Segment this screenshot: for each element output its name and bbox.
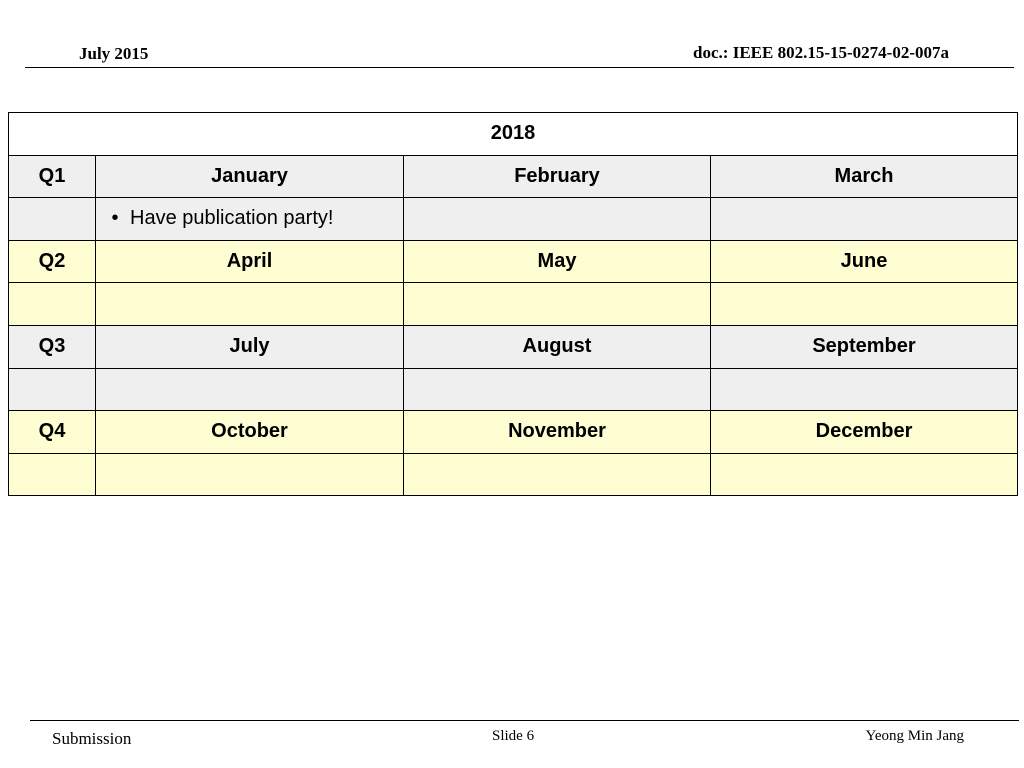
notes-spacer-cell (9, 453, 96, 496)
note-cell (404, 198, 711, 241)
note-text: Have publication party! (130, 207, 334, 230)
slide-number: Slide 6 (492, 728, 535, 744)
note-cell (711, 198, 1018, 241)
notes-row (9, 198, 1018, 241)
notes-row (9, 453, 1018, 496)
note-cell (404, 283, 711, 326)
notes-spacer-cell (9, 368, 96, 411)
note-cell (404, 453, 711, 496)
month-header: June (711, 240, 1018, 283)
quarter-label: Q2 (9, 240, 96, 283)
month-header: March (711, 155, 1018, 198)
quarter-label: Q4 (9, 411, 96, 454)
quarter-label: Q3 (9, 325, 96, 368)
note-cell (96, 198, 404, 241)
note-cell (711, 453, 1018, 496)
note-cell (711, 368, 1018, 411)
quarter-row (9, 325, 1018, 368)
month-header: February (404, 155, 711, 198)
bullet-icon: • (111, 207, 119, 230)
month-header: October (96, 411, 404, 454)
month-header: September (711, 325, 1018, 368)
quarter-label: Q1 (9, 155, 96, 198)
note-cell (404, 368, 711, 411)
note-cell (711, 283, 1018, 326)
header-divider (25, 67, 1014, 68)
note-cell (96, 453, 404, 496)
notes-row (9, 368, 1018, 411)
document-id: doc.: IEEE 802.15-15-0274-02-007a (693, 43, 949, 62)
quarter-row (9, 411, 1018, 454)
footer-divider (30, 720, 1019, 721)
footer-submission: Submission (52, 729, 132, 748)
quarter-row (9, 155, 1018, 198)
month-header: November (404, 411, 711, 454)
year-row (9, 113, 1018, 156)
note-cell (96, 368, 404, 411)
note-cell (96, 283, 404, 326)
quarter-row (9, 240, 1018, 283)
header-date: July 2015 (79, 44, 149, 63)
year-cell: 2018 (9, 113, 1018, 156)
month-header: May (404, 240, 711, 283)
month-header: July (96, 325, 404, 368)
footer-author: Yeong Min Jang (865, 728, 964, 744)
month-header: December (711, 411, 1018, 454)
month-header: August (404, 325, 711, 368)
notes-spacer-cell (9, 283, 96, 326)
month-header: April (96, 240, 404, 283)
notes-spacer-cell (9, 198, 96, 241)
month-header: January (96, 155, 404, 198)
notes-row (9, 283, 1018, 326)
calendar-table (8, 112, 1018, 496)
